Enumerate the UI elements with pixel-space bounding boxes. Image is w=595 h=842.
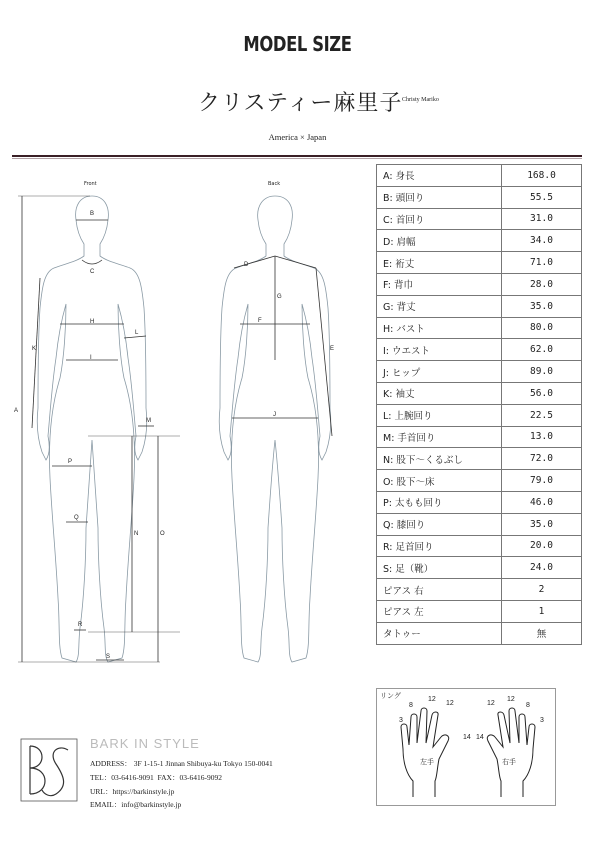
table-row	[377, 470, 582, 492]
measurement-label: ピアス 左	[377, 600, 502, 622]
tel-label: TEL：	[90, 773, 112, 782]
letter-a: A	[14, 408, 19, 414]
model-nationality: America × Japan	[268, 132, 327, 142]
table-row	[377, 317, 582, 339]
measurement-label: P: 太もも回り	[377, 491, 502, 513]
measurement-value: 20.0	[502, 535, 582, 557]
measurement-label: G: 背丈	[377, 295, 502, 317]
right-pinky-size: 3	[540, 717, 544, 724]
right-thumb-size: 14	[476, 734, 484, 741]
measurement-value: 1	[502, 600, 582, 622]
left-hand-label: 左手	[420, 759, 434, 766]
front-figure-label: Front	[84, 181, 97, 187]
measurement-label: I: ウエスト	[377, 339, 502, 361]
right-ring-size: 8	[526, 702, 530, 709]
table-row	[377, 165, 582, 187]
measurement-value: 22.5	[502, 404, 582, 426]
left-middle-size: 12	[428, 696, 436, 703]
table-row	[377, 295, 582, 317]
letter-o: O	[160, 531, 165, 537]
letter-g: G	[277, 294, 282, 300]
measurement-label: Q: 膝回り	[377, 513, 502, 535]
table-row	[377, 252, 582, 274]
table-row	[377, 448, 582, 470]
measurement-label: S: 足（靴）	[377, 557, 502, 579]
fax-label: FAX：	[157, 773, 180, 782]
table-row	[377, 491, 582, 513]
email-label: EMAIL：	[90, 800, 122, 809]
back-measure-lines	[232, 256, 335, 436]
measurement-value: 72.0	[502, 448, 582, 470]
letter-f: F	[258, 318, 262, 324]
table-row	[377, 186, 582, 208]
measurement-table	[376, 164, 582, 645]
measurement-value: 80.0	[502, 317, 582, 339]
letter-l: L	[135, 330, 139, 336]
measurement-label: C: 首回り	[377, 208, 502, 230]
letter-m: M	[146, 418, 151, 424]
table-row	[377, 557, 582, 579]
measurement-value: 2	[502, 579, 582, 601]
front-body-outline	[37, 196, 147, 662]
back-figure-label: Back	[268, 181, 281, 187]
front-measure-lines	[18, 196, 180, 662]
right-hand-label: 右手	[502, 759, 516, 766]
ring-size-box	[376, 688, 556, 806]
letter-n: N	[134, 531, 139, 537]
table-row	[377, 208, 582, 230]
table-row	[377, 579, 582, 601]
table-row	[377, 273, 582, 295]
letter-q: Q	[74, 515, 79, 521]
letter-s: S	[106, 654, 111, 660]
letter-b: B	[90, 211, 95, 217]
left-thumb-size: 14	[463, 734, 471, 741]
left-index-size: 12	[446, 700, 454, 707]
model-name-jp: クリスティー麻里子	[198, 91, 403, 116]
measurement-value: 28.0	[502, 273, 582, 295]
measurement-label: R: 足首回り	[377, 535, 502, 557]
measurement-value: 46.0	[502, 491, 582, 513]
left-ring-size: 8	[409, 702, 413, 709]
table-row	[377, 339, 582, 361]
measurement-label: O: 股下〜床	[377, 470, 502, 492]
measurement-value: 13.0	[502, 426, 582, 448]
fax-value: 03-6416-9092	[179, 773, 222, 782]
letter-p: P	[68, 459, 73, 465]
measurement-value: 55.5	[502, 186, 582, 208]
measurement-value: 31.0	[502, 208, 582, 230]
measurement-label: E: 裄丈	[377, 252, 502, 274]
measurement-value: 56.0	[502, 382, 582, 404]
measurement-label: J: ヒップ	[377, 361, 502, 383]
measurement-value: 89.0	[502, 361, 582, 383]
url-link[interactable]: https://barkinstyle.jp	[112, 787, 175, 796]
measurement-label: M: 手首回り	[377, 426, 502, 448]
model-name-en: Christy Mariko	[402, 97, 439, 103]
table-row	[377, 426, 582, 448]
left-hand-outline	[401, 708, 449, 797]
measurement-label: K: 袖丈	[377, 382, 502, 404]
left-pinky-size: 3	[399, 717, 403, 724]
letter-r: R	[78, 622, 83, 628]
measurement-value: 無	[502, 622, 582, 644]
body-diagram	[0, 178, 370, 668]
letter-d: D	[244, 262, 249, 268]
right-hand-outline	[487, 708, 535, 797]
measurement-value: 24.0	[502, 557, 582, 579]
measurement-value: 34.0	[502, 230, 582, 252]
address-label: ADDRESS：	[90, 759, 132, 768]
phone-line	[90, 772, 222, 783]
letter-c: C	[90, 269, 95, 275]
letter-h: H	[90, 319, 95, 325]
url-label: URL：	[90, 787, 113, 796]
measurement-value: 35.0	[502, 513, 582, 535]
measure-letters	[14, 211, 334, 660]
letter-i: I	[90, 355, 92, 361]
measurement-value: 71.0	[502, 252, 582, 274]
address-value: 3F 1-15-1 Jinnan Shibuya-ku Tokyo 150-0041	[133, 759, 273, 768]
measurement-label: ピアス 右	[377, 579, 502, 601]
table-row	[377, 535, 582, 557]
email-link[interactable]: info@barkinstyle.jp	[121, 800, 182, 809]
hands-diagram	[377, 689, 557, 807]
brand-logo	[20, 738, 78, 802]
header-divider	[12, 155, 582, 157]
address-line	[90, 758, 273, 769]
url-line	[90, 786, 174, 797]
table-row	[377, 513, 582, 535]
measurement-label: D: 肩幅	[377, 230, 502, 252]
letter-e: E	[330, 346, 335, 352]
tel-value: 03-6416-9091	[111, 773, 154, 782]
table-row	[377, 404, 582, 426]
measurement-value: 35.0	[502, 295, 582, 317]
measurement-label: F: 背巾	[377, 273, 502, 295]
measurement-label: N: 股下〜くるぶし	[377, 448, 502, 470]
measurement-value: 168.0	[502, 165, 582, 187]
email-line	[90, 799, 181, 810]
table-row	[377, 361, 582, 383]
measurement-label: タトゥー	[377, 622, 502, 644]
measurement-label: B: 頭回り	[377, 186, 502, 208]
letter-k: K	[32, 346, 37, 352]
table-row	[377, 382, 582, 404]
measurement-label: L: 上腕回り	[377, 404, 502, 426]
measurement-label: A: 身長	[377, 165, 502, 187]
measurement-label: H: バスト	[377, 317, 502, 339]
measurement-value: 79.0	[502, 470, 582, 492]
table-row	[377, 622, 582, 644]
header-divider-thin	[12, 158, 582, 159]
ring-title: リング	[380, 693, 401, 700]
page-title: MODEL SIZE	[243, 32, 352, 56]
right-index-size: 12	[487, 700, 495, 707]
measurement-value: 62.0	[502, 339, 582, 361]
table-row	[377, 600, 582, 622]
right-middle-size: 12	[507, 696, 515, 703]
brand-name: BARK IN STYLE	[90, 736, 200, 751]
table-row	[377, 230, 582, 252]
letter-j: J	[273, 412, 276, 418]
